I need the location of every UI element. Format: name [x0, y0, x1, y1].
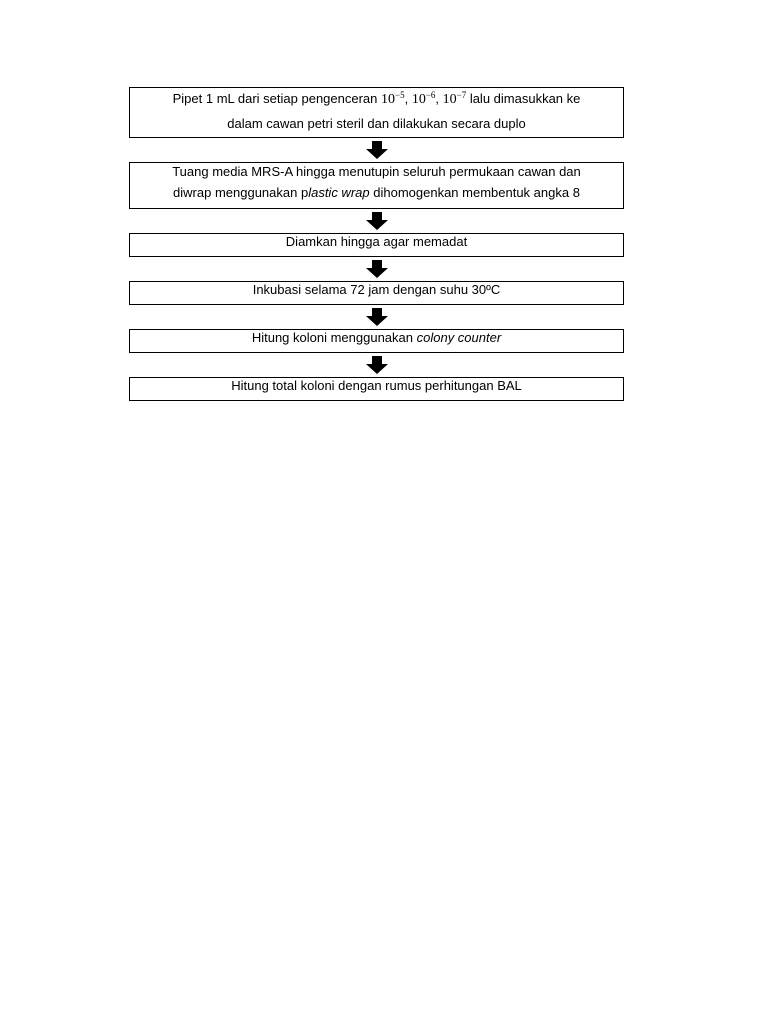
flow-step-5	[129, 329, 624, 353]
colony-counter-term: colony counter	[416, 330, 502, 345]
flow-step-1-line-2: dalam cawan petri steril dan dilakukan secara duplo	[227, 116, 526, 131]
plastic-wrap-term: lastic wrap	[308, 185, 370, 200]
arrow-down-icon	[366, 308, 388, 326]
flow-step-3-text: Diamkan hingga agar memadat	[285, 234, 468, 249]
flow-step-3	[129, 233, 624, 257]
step-1-text-before: Pipet 1 mL dari setiap pengenceran	[172, 91, 381, 106]
dilution-10-5: $10^{-5}$	[381, 90, 405, 107]
flow-arrow-2	[129, 209, 624, 233]
flow-step-1-line-1: Pipet 1 mL dari setiap pengenceran $10^{-5}$, $10^{-6}$, $10^{-7}$ lalu dimasukkan ke	[172, 90, 581, 107]
dilution-10-6: $10^{-6}$	[411, 90, 436, 107]
flow-arrow-1	[129, 138, 624, 162]
flow-step-4	[129, 281, 624, 305]
flow-step-4-text: Inkubasi selama 72 jam dengan suhu 30ºC	[252, 282, 501, 297]
flow-arrow-3	[129, 257, 624, 281]
arrow-down-icon	[366, 260, 388, 278]
flow-step-6	[129, 377, 624, 401]
flowchart	[129, 87, 624, 401]
flow-step-2-line-2: diwrap menggunakan plastic wrap dihomogenkan membentuk angka 8	[173, 185, 580, 200]
flow-step-2	[129, 162, 624, 209]
dilution-10-7: $10^{-7}$	[442, 90, 467, 107]
flow-step-6-text: Hitung total koloni dengan rumus perhitungan BAL	[231, 378, 522, 393]
step-1-text-after: lalu dimasukkan ke	[466, 91, 581, 106]
arrow-down-icon	[366, 141, 388, 159]
flow-step-2-line-1: Tuang media MRS-A hingga menutupin seluruh permukaan cawan dan	[172, 164, 581, 179]
arrow-down-icon	[366, 356, 388, 374]
flow-arrow-4	[129, 305, 624, 329]
flow-arrow-5	[129, 353, 624, 377]
flow-step-1	[129, 87, 624, 138]
arrow-down-icon	[366, 212, 388, 230]
flow-step-5-text: Hitung koloni menggunakan colony counter	[251, 330, 502, 345]
